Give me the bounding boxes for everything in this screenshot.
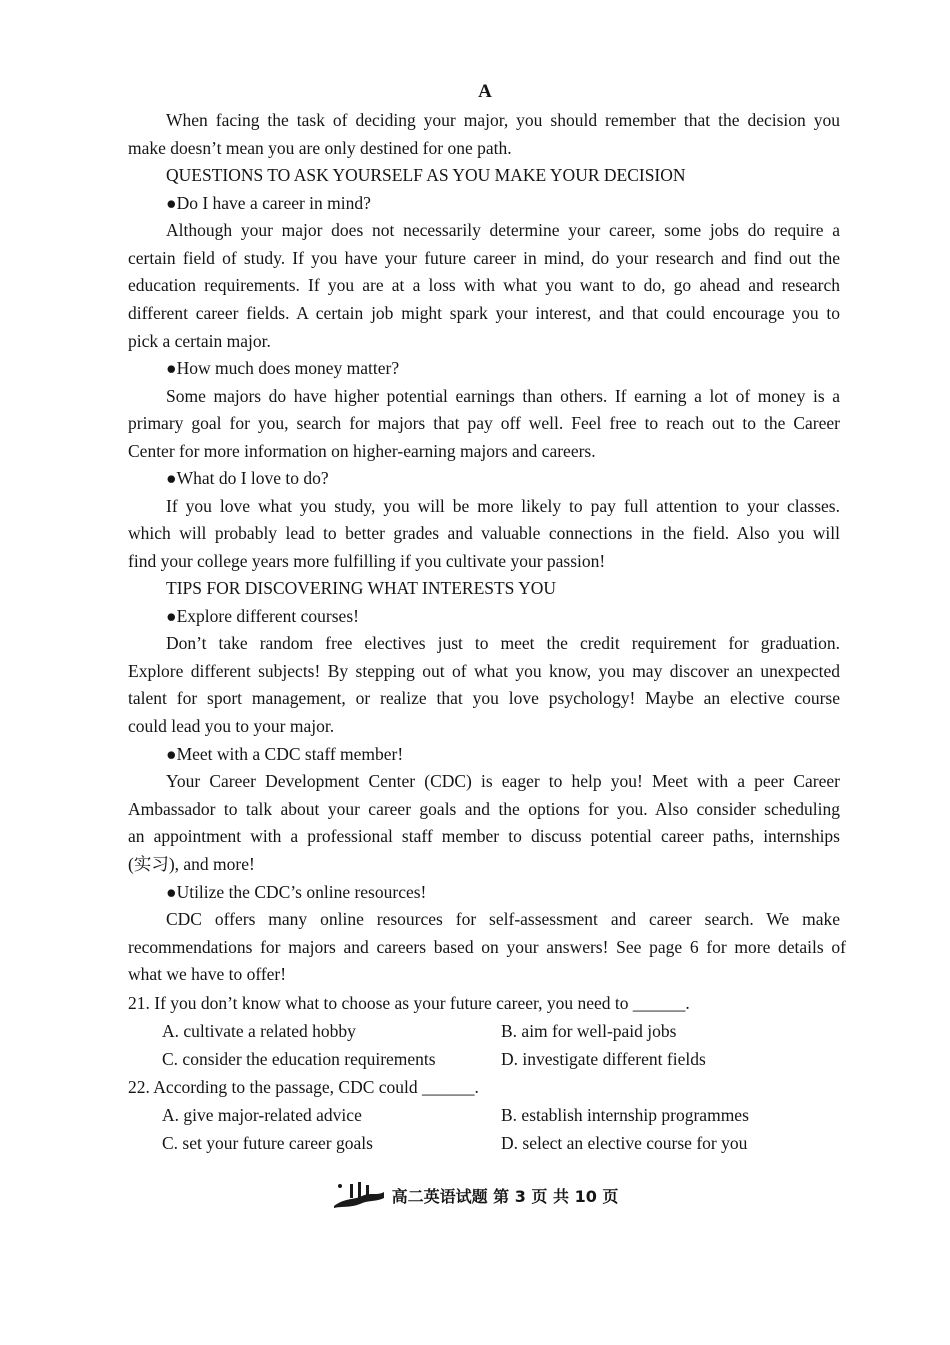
q1-line-1: Although your major does not necessarily determine your career, some jobs do require a: [166, 220, 840, 240]
q1-line-5: pick a certain major.: [128, 331, 271, 351]
heading-tips: TIPS FOR DISCOVERING WHAT INTERESTS YOU: [166, 578, 557, 598]
question-22-option-b[interactable]: B. establish internship programmes: [501, 1105, 749, 1125]
footer-page-info: 高二英语试题 第 3 页 共 10 页: [391, 1186, 619, 1206]
question-21-option-b[interactable]: B. aim for well-paid jobs: [501, 1021, 677, 1041]
publisher-logo-icon: [332, 1180, 386, 1210]
section-label: A: [478, 81, 492, 102]
q3-title: ●What do I love to do?: [166, 468, 329, 488]
t1-line-4: could lead you to your major.: [128, 716, 335, 736]
question-21-option-a[interactable]: A. cultivate a related hobby: [162, 1021, 356, 1041]
q3-line-2: which will probably lead to better grades and valuable connections in the field. Also you will: [128, 523, 840, 543]
heading-questions: QUESTIONS TO ASK YOURSELF AS YOU MAKE YOUR DECISION: [166, 165, 686, 185]
t1-line-1: Don’t take random free electives just to meet the credit requirement for graduation.: [166, 633, 840, 653]
q2-line-2: primary goal for you, search for majors that pay off well. Feel free to reach out to the Career: [128, 413, 840, 433]
q3-line-3: find your college years more fulfilling if you cultivate your passion!: [128, 551, 606, 571]
question-22-stem: 22. According to the passage, CDC could ______.: [128, 1077, 479, 1097]
t2-line-2: Ambassador to talk about your career goals and the options for you. Also consider scheduling: [128, 799, 840, 819]
t1-title: ●Explore different courses!: [166, 606, 359, 626]
intro-line-2: make doesn’t mean you are only destined for one path.: [128, 138, 512, 158]
question-21-option-d[interactable]: D. investigate different fields: [501, 1049, 706, 1069]
q1-line-2: certain field of study. If you have your future career in mind, do your research and find out the: [128, 248, 840, 268]
t3-line-1: CDC offers many online resources for self-assessment and career search. We make: [166, 909, 840, 929]
q1-title: ●Do I have a career in mind?: [166, 193, 371, 213]
question-22-option-d[interactable]: D. select an elective course for you: [501, 1133, 748, 1153]
question-22-option-a[interactable]: A. give major-related advice: [162, 1105, 362, 1125]
t3-line-2: recommendations for majors and careers based on your answers! See page 6 for more details of: [128, 937, 846, 957]
question-21-stem: 21. If you don’t know what to choose as your future career, you need to ______.: [128, 993, 690, 1013]
t2-line-1: Your Career Development Center (CDC) is eager to help you! Meet with a peer Career: [166, 771, 840, 791]
q1-line-4: different career fields. A certain job might spark your interest, and that could encourage you to: [128, 303, 840, 323]
page-footer: [0, 1180, 950, 1212]
t3-line-3: what we have to offer!: [128, 964, 287, 984]
t1-line-3: talent for sport management, or realize that you love psychology! Maybe an elective course: [128, 688, 840, 708]
question-21-option-c[interactable]: C. consider the education requirements: [162, 1049, 436, 1069]
t1-line-2: Explore different subjects! By stepping out of what you know, you may discover an unexpected: [128, 661, 840, 681]
t2-line-4: (实习), and more!: [128, 854, 255, 874]
t3-title: ●Utilize the CDC’s online resources!: [166, 882, 427, 902]
q3-line-1: If you love what you study, you will be more likely to pay full attention to your classes.: [166, 496, 840, 516]
intro-line-1: When facing the task of deciding your major, you should remember that the decision you: [166, 110, 840, 130]
q2-line-1: Some majors do have higher potential earnings than others. If earning a lot of money is a: [166, 386, 840, 406]
q1-line-3: education requirements. If you are at a loss with what you want to do, go ahead and research: [128, 275, 840, 295]
q2-title: ●How much does money matter?: [166, 358, 400, 378]
question-22-option-c[interactable]: C. set your future career goals: [162, 1133, 373, 1153]
t2-line-3: an appointment with a professional staff member to discuss potential career paths, internships: [128, 826, 840, 846]
q2-line-3: Center for more information on higher-earning majors and careers.: [128, 441, 596, 461]
t2-title: ●Meet with a CDC staff member!: [166, 744, 404, 764]
